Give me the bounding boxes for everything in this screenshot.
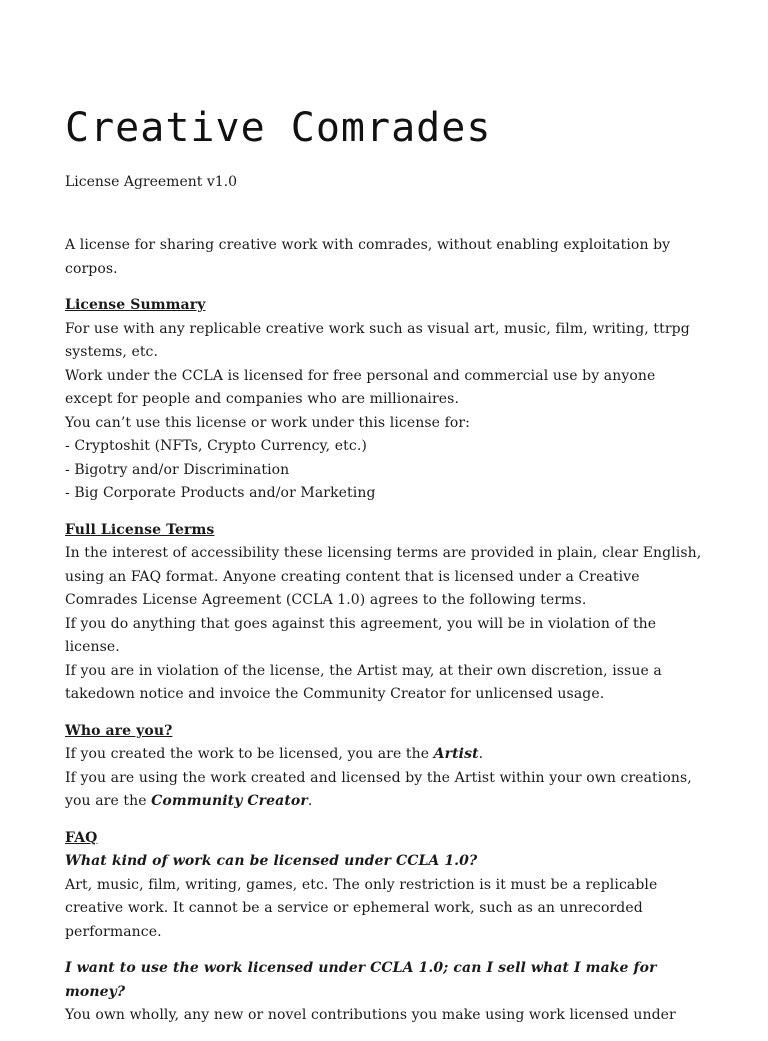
who-creator-text: If you are using the work created and licensed by the Artist within your own creations, you are the <box>65 769 692 809</box>
full-terms-line: If you are in violation of the license, the Artist may, at their own discretion, issue a takedown notice and invoice the Community Creator for unlicensed usage. <box>65 662 662 702</box>
summary-line: Work under the CCLA is licensed for free personal and commercial use by anyone except for people and companies who are millionaires. <box>65 367 656 407</box>
document-title: Creative Comrades <box>65 105 492 151</box>
faq-question: I want to use the work licensed under CCLA 1.0; can I sell what I make for money? <box>65 960 657 1000</box>
period: . <box>478 746 484 762</box>
summary-line: For use with any replicable creative work such as visual art, music, film, writing, ttrpg systems, etc. <box>65 320 690 360</box>
who-creator-line <box>65 767 705 814</box>
period: . <box>307 793 313 809</box>
who-section <box>65 720 705 814</box>
full-terms-line: If you do anything that goes against this agreement, you will be in violation of the license. <box>65 615 657 655</box>
faq-heading: FAQ <box>65 829 98 846</box>
document-subtitle: License Agreement v1.0 <box>65 174 237 190</box>
document-body <box>65 234 705 1041</box>
full-terms-heading: Full License Terms <box>65 521 215 538</box>
faq-item <box>65 957 705 1028</box>
who-heading: Who are you? <box>65 722 173 739</box>
summary-restriction-item: - Bigotry and/or Discrimination <box>65 461 290 478</box>
summary-line: You can’t use this license or work under this license for: <box>65 414 470 431</box>
summary-section <box>65 294 705 506</box>
artist-term: Artist <box>433 746 479 762</box>
who-artist-line <box>65 743 705 767</box>
community-creator-term: Community Creator <box>151 793 308 809</box>
intro-paragraph: A license for sharing creative work with comrades, without enabling exploitation by corpos. <box>65 237 671 277</box>
full-terms-section <box>65 519 705 707</box>
faq-question: What kind of work can be licensed under CCLA 1.0? <box>65 853 478 869</box>
full-terms-line: In the interest of accessibility these licensing terms are provided in plain, clear English, using an FAQ format. Anyone creating content that is licensed under a Creative Comrades License Agreement (CCLA 1.0) agrees to the following terms. <box>65 545 702 608</box>
summary-restriction-item: - Cryptoshit (NFTs, Crypto Currency, etc.) <box>65 438 367 454</box>
summary-restriction-item: - Big Corporate Products and/or Marketing <box>65 485 376 501</box>
summary-heading: License Summary <box>65 297 206 313</box>
who-artist-text: If you created the work to be licensed, you are the <box>65 746 434 762</box>
faq-answer: You own wholly, any new or novel contributions you make using work licensed under <box>65 1007 676 1023</box>
faq-answer: Art, music, film, writing, games, etc. The only restriction is it must be a replicable creative work. It cannot be a service or ephemeral work, such as an unrecorded performance. <box>65 876 658 940</box>
faq-section <box>65 827 705 945</box>
